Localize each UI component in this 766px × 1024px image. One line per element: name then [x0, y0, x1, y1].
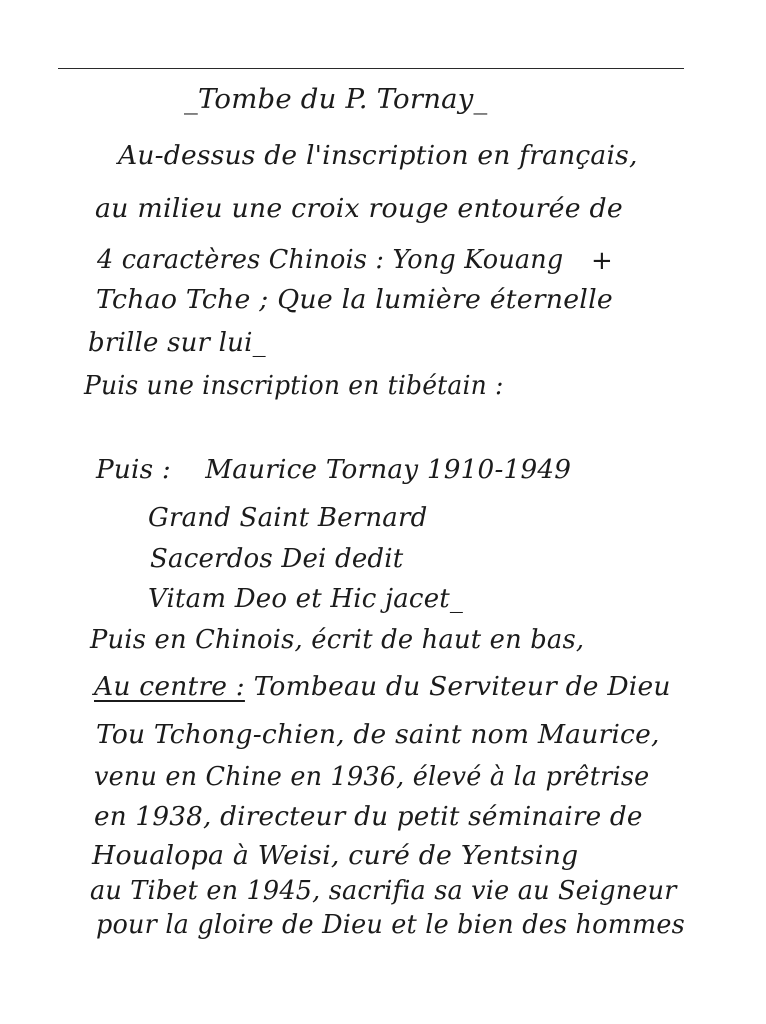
top-rule-line — [58, 68, 684, 69]
inscription-name-dates: Maurice Tornay 1910-1949 — [205, 455, 572, 485]
centre-line — [94, 674, 671, 700]
paragraph2-line-4: Houalopa à Weisi, curé de Yentsing — [92, 841, 579, 871]
paragraph-line-5: brille sur lui_ — [88, 328, 266, 358]
paragraph-line-4: Tchao Tche ; Que la lumière éternelle — [96, 285, 613, 315]
page-title: _Tombe du P. Tornay_ — [184, 84, 488, 115]
paragraph2-line-1: Tou Tchong-chien, de saint nom Maurice, — [96, 720, 660, 750]
inscription-line-2: Grand Saint Bernard — [148, 503, 428, 533]
centre-text: Tombeau du Serviteur de Dieu — [253, 672, 671, 702]
paragraph-line-3: 4 caractères Chinois : Yong Kouang — [97, 245, 564, 275]
cross-symbol: + — [591, 246, 613, 276]
inscription-line-4: Vitam Deo et Hic jacet_ — [148, 584, 464, 614]
paragraph2-line-3: en 1938, directeur du petit séminaire de — [94, 802, 643, 832]
inscription-line-3: Sacerdos Dei dedit — [150, 544, 404, 574]
paragraph2-line-2: venu en Chine en 1936, élevé à la prêtrise — [94, 762, 650, 792]
paragraph-line-2: au milieu une croix rouge entourée de — [95, 194, 623, 224]
paragraph-line-6: Puis une inscription en tibétain : — [84, 371, 504, 401]
centre-label: Au centre : — [94, 672, 245, 702]
paragraph2-intro: Puis en Chinois, écrit de haut en bas, — [90, 625, 585, 655]
paragraph-line-1: Au-dessus de l'inscription en français, — [118, 141, 638, 171]
puis-label: Puis : — [96, 455, 171, 485]
inscription-line-1 — [96, 457, 571, 483]
paragraph2-line-5: au Tibet en 1945, sacrifia sa vie au Seigneur — [90, 876, 677, 906]
paragraph2-line-6: pour la gloire de Dieu et le bien des hommes — [96, 910, 685, 940]
